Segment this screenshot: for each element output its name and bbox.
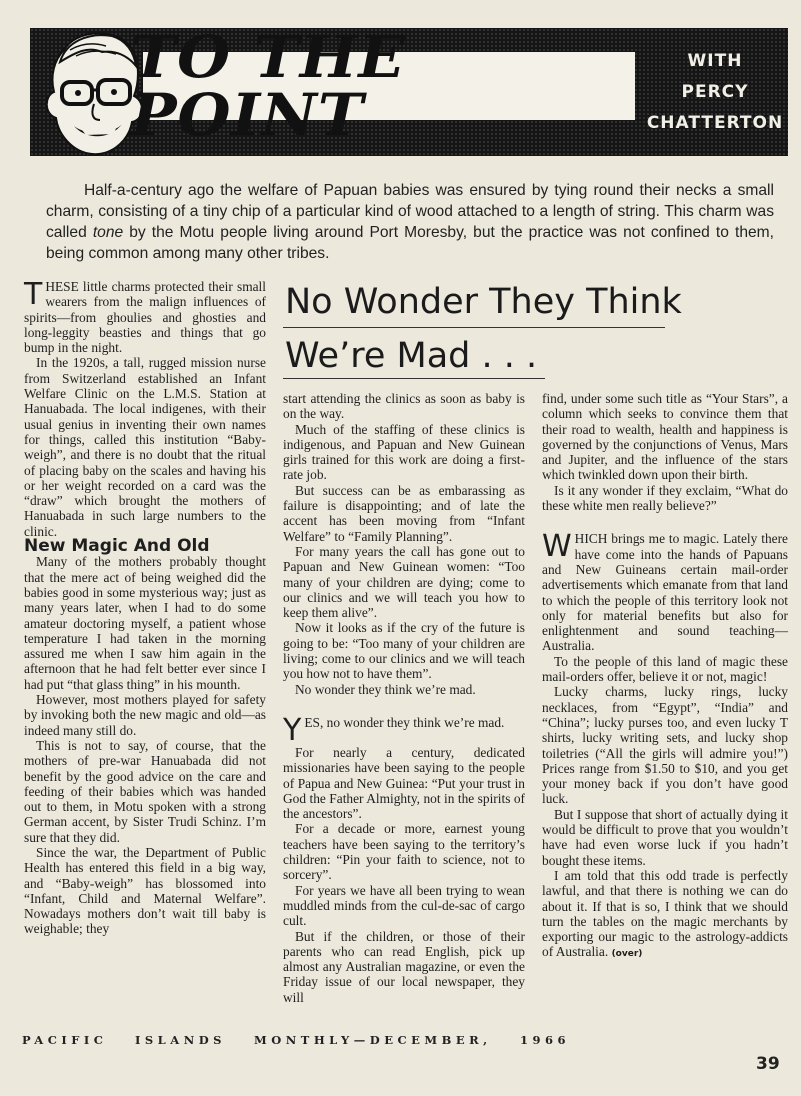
paragraph-text: HICH brings me to magic. Lately there have come into the hands of Papuans and New Guineans certain mail-order advertisements which emanate from that land to which the people of this territory look not only for material benefits but also for enlightenment and sound teaching—Australia. [542,531,788,654]
page-number: 39 [756,1054,780,1074]
headline-rule [283,327,665,328]
continued-over-note: (over) [611,949,643,960]
footer-monthly-date: MONTHLY—DECEMBER, [254,1033,492,1047]
drop-cap: T [24,277,43,312]
footer-islands: ISLANDS [135,1033,226,1047]
paragraph: Since the war, the Department of Public Health has entered this field in a big way, and “Baby-weigh” has blossomed into “Infant, Child and Maternal Welfare”. Nowadays mothers don’t wait till baby is weighable; they [24,844,266,937]
paragraph: For years we have all been trying to wean muddled minds from the cul-de-sac of cargo cult. [283,882,525,929]
paragraph: In the 1920s, a tall, rugged mission nurse from Switzerland established an Infant Welfare Clinic on the L.M.S. Station at Hanuabada. The local indigenes, with their usual genius in inventing their own names for things, called this institution “Baby-weigh”, and there is no doubt that the ritual of placing baby on the scales and having his or her weight recorded on a card was the “draw” which brought the mothers of Hanuabada in such large numbers to the clinic. [24,355,266,539]
byline-with: WITH [687,51,743,71]
paragraph-text: HESE little charms protected their small wearers from the malign influences of spirits—from ghoulies and ghosties and long-leggity beasties and things that go bump in the night. [24,279,266,356]
column-2 [283,391,525,1005]
paragraph [542,868,788,963]
paragraph: Is it any wonder if they exclaim, “What do these white men really believe?” [542,482,788,514]
paragraph: But success can be as embarassing as failure is disappointing; and of late the accent has been moving from “Infant Welfare” to “Family Planning”. [283,482,525,544]
section-subheading: New Magic And Old [24,536,210,557]
headline-line-1: No Wonder They Think [285,282,682,322]
paragraph: Lucky charms, lucky rings, lucky necklaces, from “Egypt”, “India” and “China”; lucky purses too, and even lucky T shirts, lucky writing sets, and lucky shop toiletries (“All the girls will admire you!”) Prices range from $1.50 to $10, and you get your money back if you don’t have good luck. [542,684,788,807]
paragraph: But I suppose that short of actually dying it would be difficult to prove that you wouldn’t have had even worse luck if you hadn’t bought these items. [542,806,788,868]
paragraph: Many of the mothers probably thought that the mere act of being weighed did the babies good in some mysterious way; just as many years later, when I had to do some amateur doctoring myself, a patient whose temperature I had taken in the morning assured me when I saw him again in the afternoon that he had felt better ever since I had put “that glass thing” in his mounth. [24,554,266,692]
intro-paragraph: Half-a-century ago the welfare of Papuan babies was ensured by tying round their necks a small charm, consisting of a tiny chip of a particular kind of wood attached to a length of string. This charm was called tone by the Motu people living around Port Moresby, but the practice was not confined to them, being common among many other tribes. [46,182,774,262]
paragraph: But if the children, or those of their parents who can read English, pick up almost any Australian magazine, or even the Friday issue of our local newspaper, they will [283,928,525,1005]
paragraph: find, under some such title as “Your Stars”, a column which seeks to convince them that their road to wealth, health and happiness is governed by the conjunctions of Venus, Mars and Jupiter, and the influence of the stars which twinkled down upon their birth. [542,391,788,483]
byline [642,46,788,142]
column-3 [542,391,788,963]
paragraph: No wonder they think we’re mad. [295,681,476,697]
paragraph: Now it looks as if the cry of the future is going to be: “Too many of your children are living; come to our clinics and we will teach you how not to have them”. [283,620,525,682]
paragraph: For many years the call has gone out to Papuan and New Guinean women: “Too many of your children are dying; come to our clinics and we will teach you how to keep them alive”. [283,543,525,621]
paragraph: start attending the clinics as soon as baby is on the way. [283,391,525,422]
footer-pacific: PACIFIC [22,1033,108,1047]
paragraph: This is not to say, of course, that the mothers of pre-war Hanuabada did not benefit by the good advice on the care and feeding of their babies which was handed out to them, in Motu spoken with a strong German accent, by Sister Trudi Schinz. I’m sure that they did. [24,737,266,845]
paragraph-text: ES, no wonder they think we’re mad. [304,714,505,730]
column-title: TO THE POINT [130,23,406,149]
drop-cap: W [542,529,572,565]
paragraph-text: I am told that this odd trade is perfectly lawful, and that there is nothing we can do about it. If that is so, I think that we should turn the tables on the magic merchants by exporting our magic to the astrology-addicts of Australia. [542,867,788,960]
paragraph: For a decade or more, earnest young teachers have been saying to the territory’s children: “Pin your faith to science, not to sorcery”. [283,821,525,883]
paragraph: However, most mothers played for safety by invoking both the new magic and old—as indeed many still do. [24,692,266,738]
paragraph: Much of the staffing of these clinics is indigenous, and Papuan and New Guinean girls trained for this work are doing a first-rate job. [283,421,525,483]
drop-cap: Y [283,712,302,748]
paragraph: For nearly a century, dedicated missionaries have been saying to the people of Papua and New Guinea: “Put your trust in God the Father Almighty, not in the spirits of the ancestors”. [283,744,525,822]
paragraph [542,531,788,653]
column-title-box [130,23,635,149]
italic-word: tone [92,224,124,241]
headline-line-2: We’re Mad . . . [285,336,538,376]
paragraph [24,279,266,355]
byline-first-name: PERCY [681,82,749,102]
column-1 [24,279,266,937]
paragraph: To the people of this land of magic these mail-orders offer, believe it or not, magic! [542,653,788,685]
byline-surname: CHATTERTON [646,113,784,133]
footer-year: 1966 [520,1033,571,1047]
paragraph [283,712,525,748]
headline-rule [283,378,545,379]
